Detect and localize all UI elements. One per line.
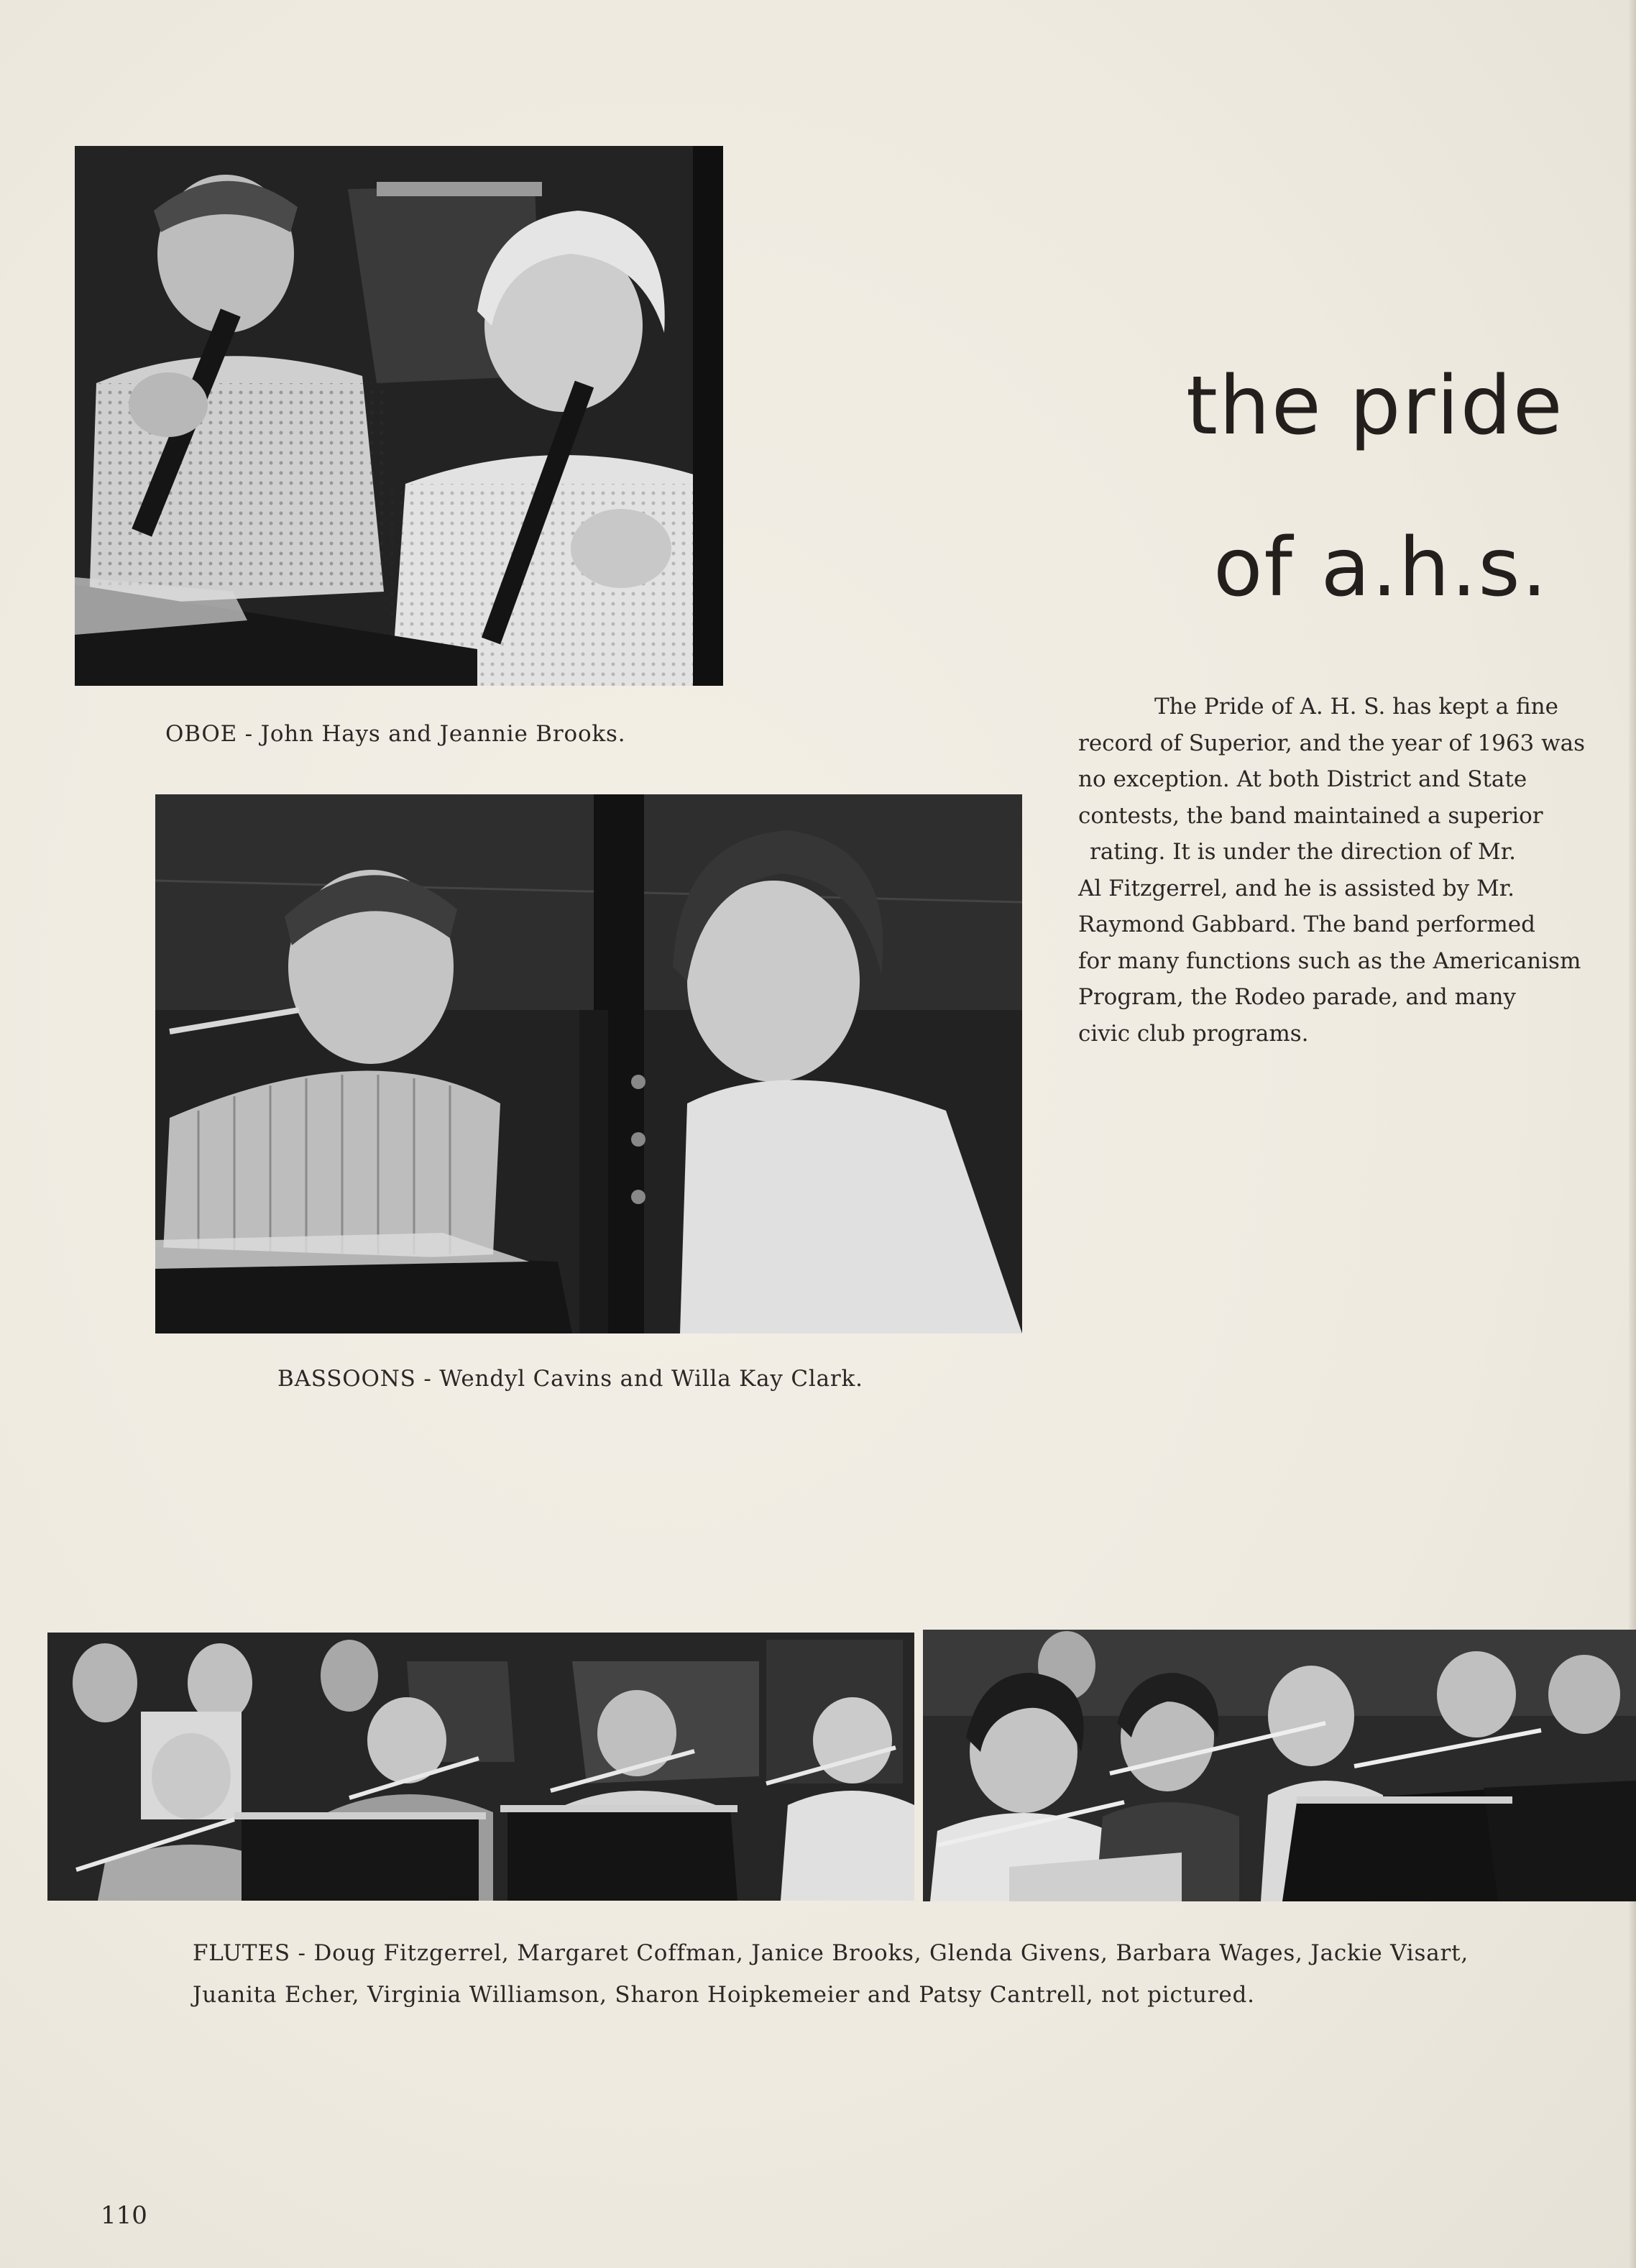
page-number: 110 (101, 2201, 147, 2230)
paragraph-line: contests, the band maintained a superior (1078, 802, 1543, 829)
oboe-photo (75, 146, 723, 686)
paragraph-line: no exception. At both District and State (1078, 766, 1527, 792)
page-edge (1629, 0, 1636, 2268)
flutes-photo-left (47, 1633, 914, 1901)
paragraph-line: Al Fitzgerrel, and he is assisted by Mr. (1078, 875, 1515, 901)
oboe-caption: OBOE - John Hays and Jeannie Brooks. (165, 721, 626, 747)
paragraph-line: civic club programs. (1078, 1020, 1309, 1047)
paragraph-line: Raymond Gabbard. The band performed (1078, 912, 1535, 937)
flutes-caption-line: FLUTES - Doug Fitzgerrel, Margaret Coffman, Janice Brooks, Glenda Givens, Barbara Wages, Jackie Visart, (193, 1940, 1469, 1966)
paragraph-line: The Pride of A. H. S. has kept a fine (1154, 694, 1558, 720)
page-title-line-2: of a.h.s. (1213, 521, 1549, 615)
flutes-caption (193, 1932, 1469, 2016)
page-title-line-1: the pride (1186, 359, 1564, 453)
paragraph-line: Program, the Rodeo parade, and many (1078, 984, 1516, 1010)
flutes-caption-line: Juanita Echer, Virginia Williamson, Sharon Hoipkemeier and Patsy Cantrell, not pictured. (193, 1982, 1255, 2008)
flutes-photo-right (923, 1630, 1636, 1901)
bassoon-caption: BASSOONS - Wendyl Cavins and Willa Kay Clark. (277, 1366, 863, 1392)
paragraph-line: record of Superior, and the year of 1963 was (1078, 730, 1586, 756)
paragraph-line: rating. It is under the direction of Mr. (1090, 839, 1516, 865)
bassoon-photo (155, 794, 1022, 1333)
paragraph-line: for many functions such as the Americanism (1078, 947, 1581, 974)
article-paragraph (1078, 689, 1632, 1052)
